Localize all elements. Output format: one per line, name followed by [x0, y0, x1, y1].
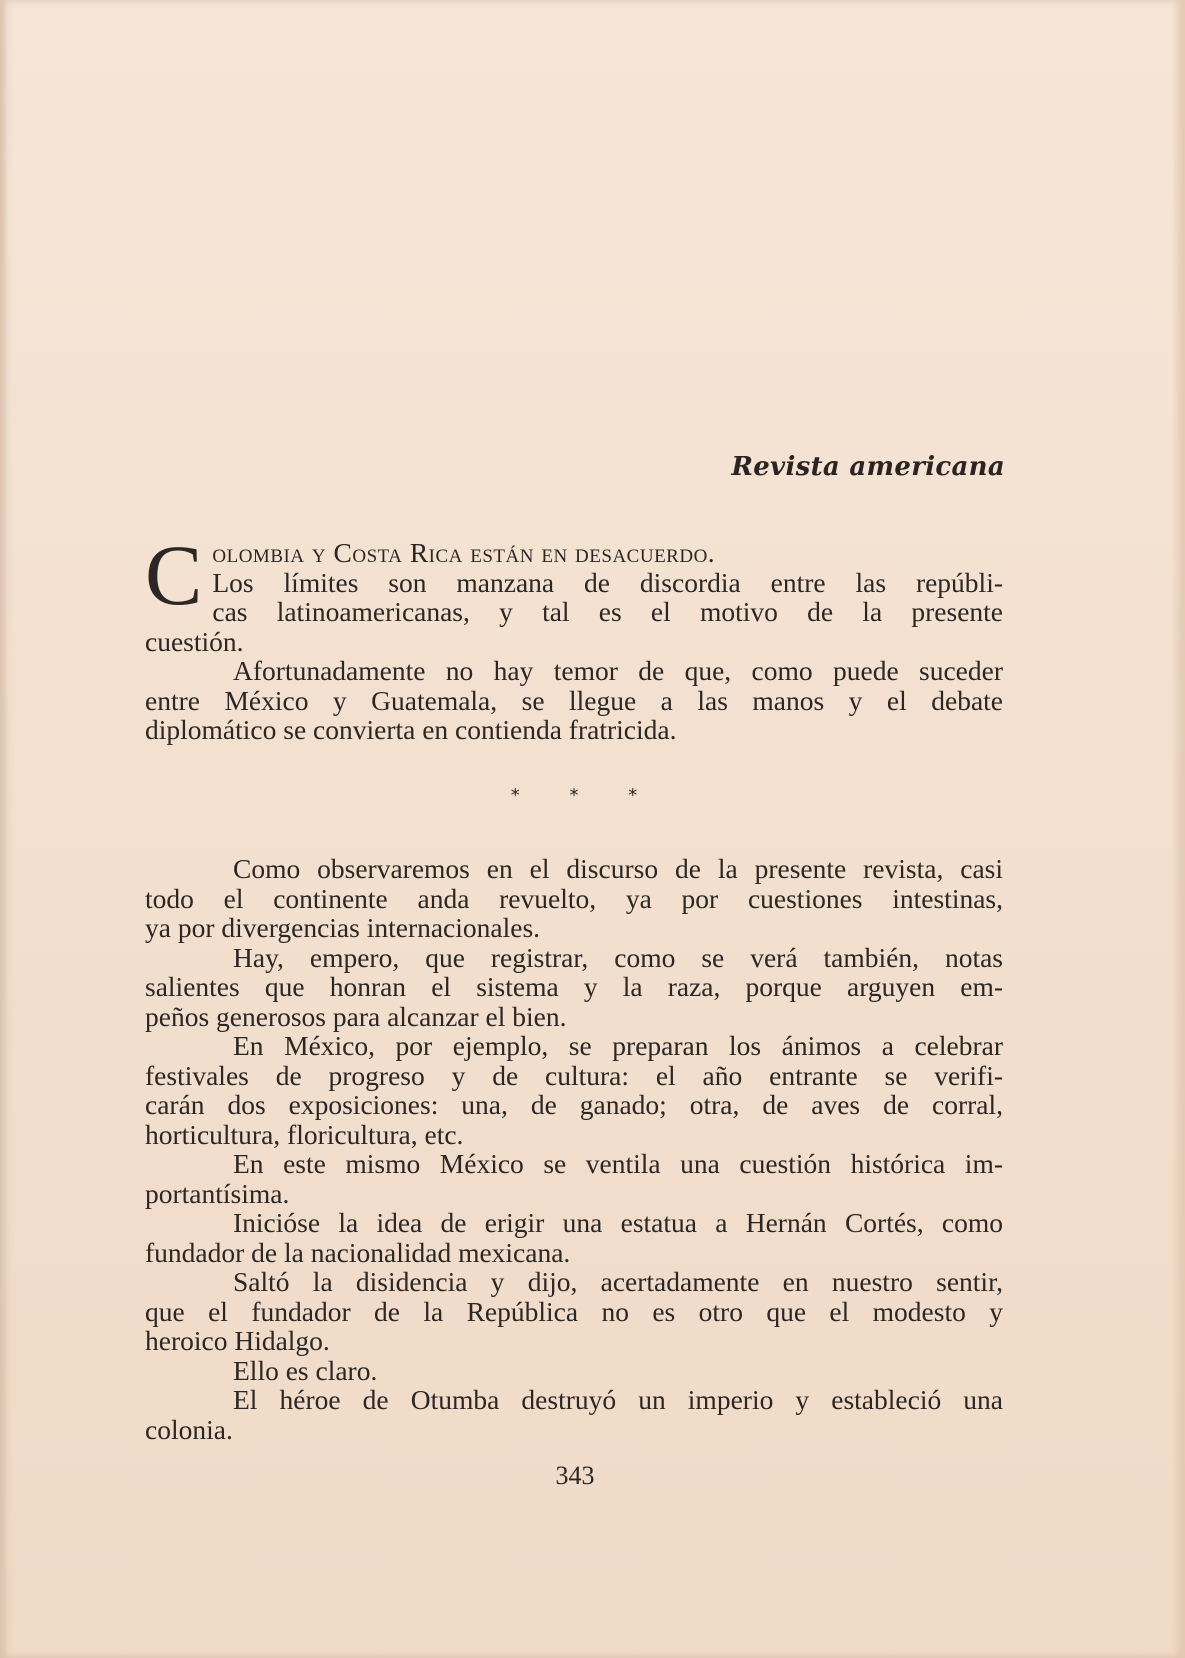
text-line: ya por divergencias internacionales. — [145, 912, 541, 943]
text-line: horticultura, floricultura, etc. — [145, 1118, 464, 1150]
text-line: fundador de la nacionalidad mexicana. — [145, 1236, 571, 1268]
text-line: Hay, empero, que registrar, como se verá también, notas — [233, 941, 1003, 973]
opening-smallcaps-line: olombia y Costa Rica están en desacuerdo. — [212, 537, 716, 568]
paragraph — [145, 1208, 1003, 1267]
text-line: Afortunadamente no hay temor de que, como puede suceder — [233, 655, 1003, 686]
text-line: que el fundador de la República no es otro que el modesto y — [145, 1295, 1003, 1327]
text-line: carán dos exposiciones: una, de ganado; otra, de aves de corral, — [145, 1089, 1003, 1120]
paragraph — [145, 1385, 1003, 1444]
text-line: Los límites son manzana de discordia entre las repúbli- — [212, 566, 1003, 598]
paragraph — [145, 943, 1003, 1032]
text-line: En este mismo México se ventila una cuestión histórica im- — [233, 1148, 1003, 1179]
text-line: En México, por ejemplo, se preparan los ánimos a celebrar — [233, 1030, 1003, 1061]
text-line: entre México y Guatemala, se llegue a las manos y el debate — [145, 684, 1003, 716]
text-line: Saltó la disidencia y dijo, acertadamente en nuestro sentir, — [233, 1266, 1003, 1297]
text-line: Ello es claro. — [233, 1354, 378, 1386]
text-line: portantísima. — [145, 1177, 290, 1209]
text-line: peños generosos para alcanzar el bien. — [145, 1000, 567, 1032]
paragraph — [145, 854, 1003, 943]
article-body — [145, 527, 1003, 1445]
page-edge-left — [0, 0, 8, 1658]
text-line: diplomático se convierta en contienda fratricida. — [145, 714, 677, 745]
section-separator: * * * — [510, 784, 660, 806]
opening-paragraph — [145, 527, 1003, 657]
running-head: Revista americana — [731, 452, 1005, 482]
text-line: Inicióse la idea de erigir una estatua a Hernán Cortés, como — [233, 1207, 1003, 1238]
text-line: festivales de progreso y de cultura: el año entrante se verifi- — [145, 1059, 1003, 1091]
paragraph — [145, 656, 1003, 745]
paragraph — [145, 1149, 1003, 1208]
text-line: Como observaremos en el discurso de la presente revista, casi — [233, 853, 1003, 884]
text-line: El héroe de Otumba destruyó un imperio y estableció una — [233, 1384, 1003, 1415]
text-line: todo el continente anda revuelto, ya por cuestiones intestinas, — [145, 882, 1003, 914]
paragraph — [145, 1356, 1003, 1386]
text-line: salientes que honran el sistema y la raza, porque arguyen em- — [145, 971, 1003, 1002]
text-line: cuestión. — [145, 625, 244, 657]
paragraph — [145, 1031, 1003, 1149]
text-line: cas latinoamericanas, y tal es el motivo de la presente — [212, 596, 1003, 627]
page-edge-right — [1171, 0, 1185, 1658]
text-line: heroico Hidalgo. — [145, 1325, 330, 1356]
page-number: 343 — [555, 1461, 595, 1490]
text-line: colonia. — [145, 1413, 233, 1445]
paragraph — [145, 1267, 1003, 1356]
drop-cap: C — [145, 527, 203, 623]
